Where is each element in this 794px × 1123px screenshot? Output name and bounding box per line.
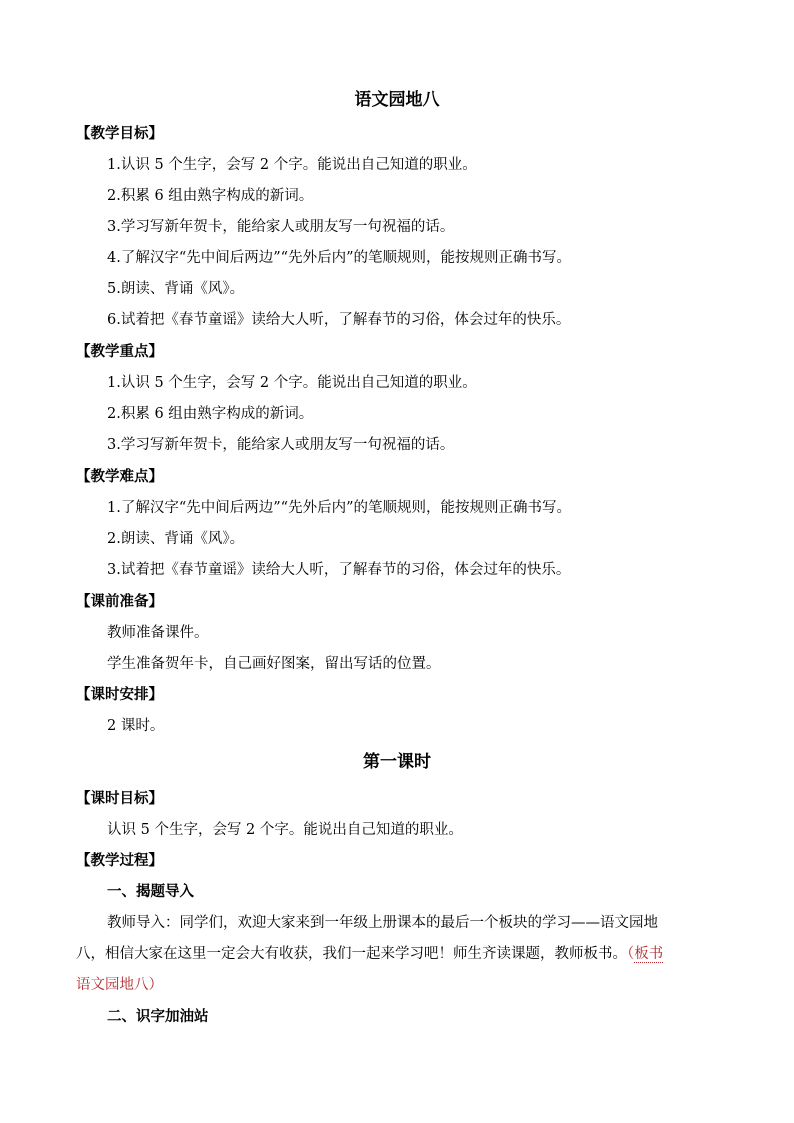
goal-item: 2.积累 6 组由熟字构成的新词。 [107,188,314,204]
preparation-item: 教师准备课件。 [107,625,209,641]
section-heading-schedule: 【课时安排】 [76,686,163,703]
schedule-item: 2 课时。 [107,718,165,734]
goal-item: 5.朗读、背诵《风》。 [107,281,245,297]
intro-paragraph-line: 教师导入：同学们，欢迎大家来到一年级上册课本的最后一个板块的学习——语文园地 [107,915,658,931]
section-heading-preparation: 【课前准备】 [76,593,163,610]
intro-paragraph-line [76,945,716,963]
section-heading-difficulties: 【教学难点】 [76,468,163,485]
step-heading-intro: 一、揭题导入 [107,883,194,900]
preparation-item: 学生准备贺年卡，自己画好图案，留出写话的位置。 [107,656,441,672]
difficulty-item: 1.了解汉字“先中间后两边”“先外后内”的笔顺规则，能按规则正确书写。 [107,500,571,516]
section-heading-goals: 【教学目标】 [76,125,163,142]
goal-item: 4.了解汉字“先中间后两边”“先外后内”的笔顺规则，能按规则正确书写。 [107,250,571,266]
goal-item: 6.试着把《春节童谣》读给大人听，了解春节的习俗，体会过年的快乐。 [107,312,571,328]
section-heading-key-points: 【教学重点】 [76,343,163,360]
lesson-goal-heading: 【课时目标】 [76,790,163,807]
difficulty-item: 2.朗读、背诵《风》。 [107,531,245,547]
goal-item: 3.学习写新年贺卡，能给家人或朋友写一句祝福的话。 [107,219,455,235]
lesson-title: 第一课时 [363,752,431,772]
goal-item: 1.认识 5 个生字，会写 2 个字。能说出自己知道的职业。 [107,157,477,173]
lesson-goal-text: 认识 5 个生字，会写 2 个字。能说出自己知道的职业。 [107,822,463,838]
teaching-process-heading: 【教学过程】 [76,852,163,869]
board-note-content: 语文园地八） [76,977,163,993]
step-heading-literacy: 二、识字加油站 [107,1008,209,1025]
difficulty-item: 3.试着把《春节童谣》读给大人听，了解春节的习俗，体会过年的快乐。 [107,562,571,578]
board-note-word: 板书 [634,946,664,962]
board-note-open: （ [627,946,635,962]
intro-paragraph-text: 八，相信大家在这里一定会大有收获，我们一起来学习吧！师生齐读课题，教师板书。 [76,946,627,962]
key-point-item: 3.学习写新年贺卡，能给家人或朋友写一句祝福的话。 [107,437,455,453]
page-title: 语文园地八 [354,90,440,110]
key-point-item: 2.积累 6 组由熟字构成的新词。 [107,406,314,422]
key-point-item: 1.认识 5 个生字，会写 2 个字。能说出自己知道的职业。 [107,375,477,391]
